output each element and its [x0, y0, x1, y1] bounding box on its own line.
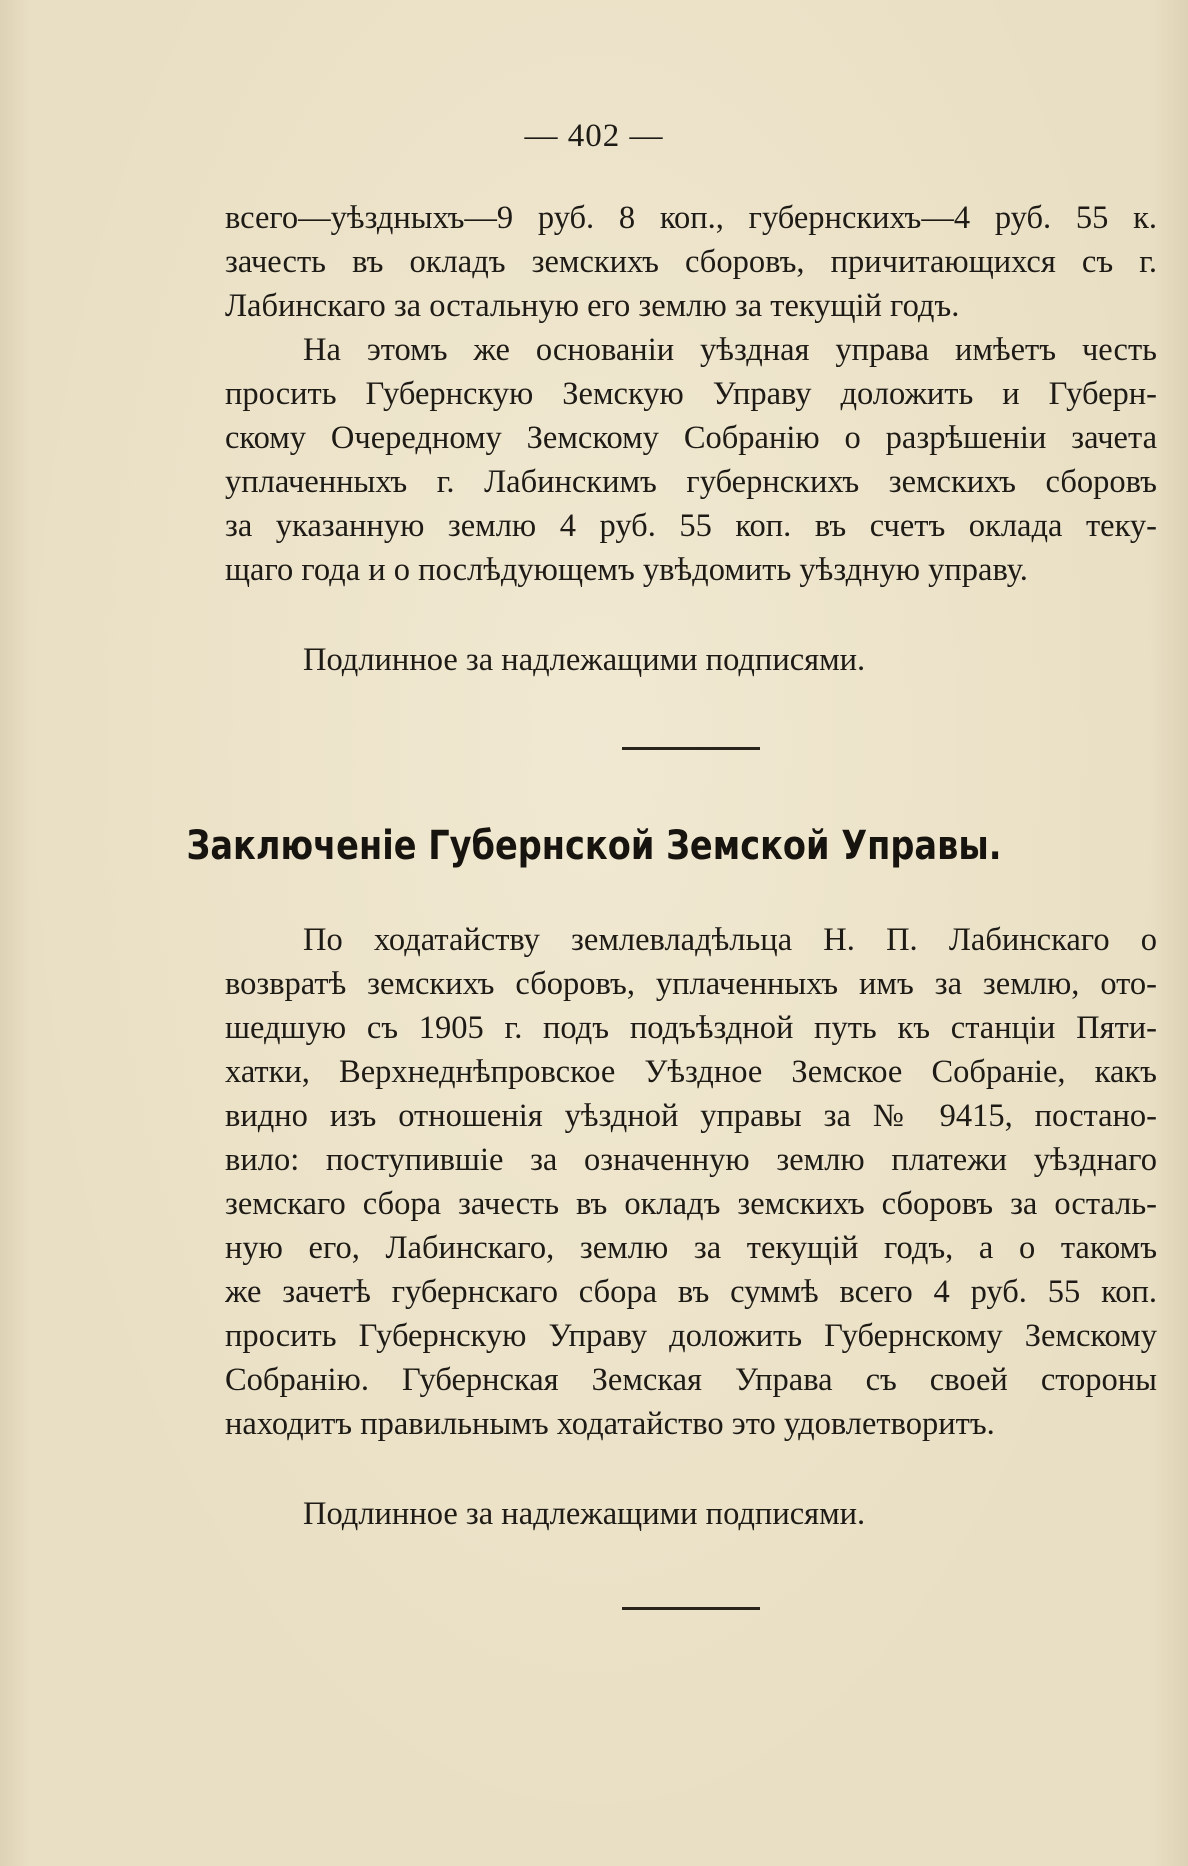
signature-note-text: Подлинное за надлежащими подписями.	[303, 1496, 866, 1532]
signature-note-text: Подлинное за надлежащими подписями.	[303, 642, 866, 678]
section-heading: Заключеніе Губернской Земской Управы.	[186, 823, 1002, 869]
text-line: же зачетѣ губернскаго сбора въ суммѣ всего 4 руб. 55 коп.	[225, 1274, 1157, 1310]
text-line: ную его, Лабинскаго, землю за текущій годъ, а о такомъ	[225, 1230, 1157, 1266]
text-line: Лабинскаго за остальную его землю за текущій годъ.	[225, 288, 960, 324]
text-line: зачесть въ окладъ земскихъ сборовъ, причитающихся съ г.	[225, 244, 1157, 280]
section-divider	[622, 1607, 760, 1610]
text-line: видно изъ отношенія уѣздной управы за № 9415, постано-	[225, 1098, 1157, 1134]
signature-note	[225, 1492, 1157, 1536]
text-line: На этомъ же основаніи уѣздная управа имѣетъ честь	[303, 332, 1157, 368]
conclusion-paragraph	[225, 918, 1157, 1446]
page-number: — 402 —	[524, 118, 664, 154]
text-line: находитъ правильнымъ ходатайство это удовлетворитъ.	[225, 1406, 995, 1442]
text-line: за указанную землю 4 руб. 55 коп. въ счетъ оклада теку-	[225, 508, 1157, 544]
section-divider	[622, 747, 760, 750]
text-line: щаго года и о послѣдующемъ увѣдомить уѣздную управу.	[225, 552, 1028, 588]
text-line: уплаченныхъ г. Лабинскимъ губернскихъ земскихъ сборовъ	[225, 464, 1157, 500]
text-line: просить Губернскую Управу доложить Губернскому Земскому	[225, 1318, 1157, 1354]
text-line: скому Очередному Земскому Собранію о разрѣшеніи зачета	[225, 420, 1157, 456]
text-line: Собранію. Губернская Земская Управа съ своей стороны	[225, 1362, 1157, 1398]
text-line: просить Губернскую Земскую Управу доложить и Губерн-	[225, 376, 1157, 412]
text-line: вило: поступившіе за означенную землю платежи уѣзднаго	[225, 1142, 1157, 1178]
text-line: По ходатайству землевладѣльца Н. П. Лабинскаго о	[303, 922, 1157, 958]
text-line: возвратѣ земскихъ сборовъ, уплаченныхъ имъ за землю, ото-	[225, 966, 1157, 1002]
paragraph-continuation	[225, 196, 1157, 592]
text-line: земскаго сбора зачесть въ окладъ земскихъ сборовъ за осталь-	[225, 1186, 1157, 1222]
text-line: всего—уѣздныхъ—9 руб. 8 коп., губернскихъ—4 руб. 55 к.	[225, 200, 1157, 236]
text-line: шедшую съ 1905 г. подъ подъѣздной путь къ станціи Пяти-	[225, 1010, 1157, 1046]
signature-note	[225, 638, 1157, 682]
text-line: хатки, Верхнеднѣпровское Уѣздное Земское Собраніе, какъ	[225, 1054, 1157, 1090]
